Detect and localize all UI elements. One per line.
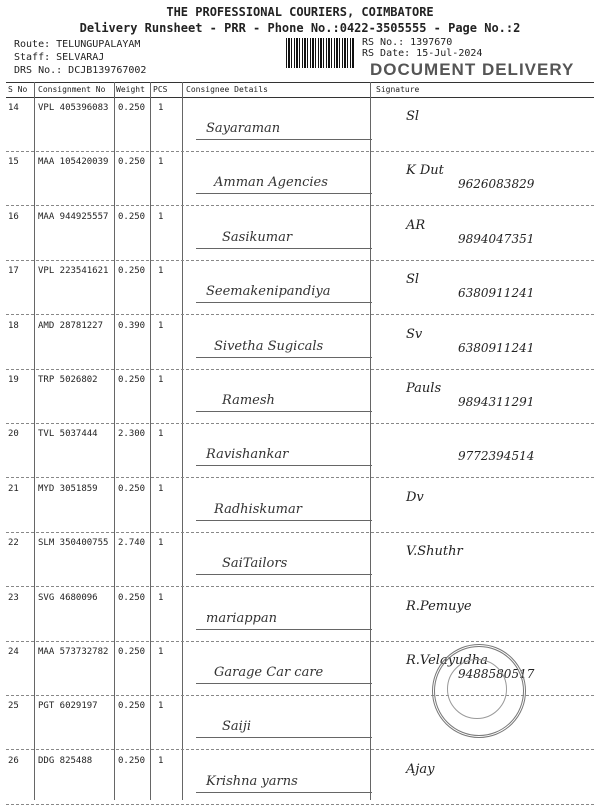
- consignee-underline: [196, 629, 372, 630]
- col-signature: Signature: [376, 85, 420, 94]
- row-pcs: 1: [158, 647, 164, 657]
- consignee-underline: [196, 302, 372, 303]
- col-consignment: Consignment No: [38, 85, 106, 94]
- consignee-underline: [196, 139, 372, 140]
- consignee-underline: [196, 574, 372, 575]
- row-consignment-no: MAA 944925557: [38, 211, 109, 222]
- row-signature: K Dut: [406, 163, 444, 179]
- row-consignee-handwritten: Sasikumar: [222, 229, 293, 245]
- row-consignee-handwritten: Krishna yarns: [206, 773, 298, 789]
- row-weight: 2.740: [118, 538, 146, 549]
- row-pcs: 1: [158, 103, 164, 113]
- row-sno: 16: [8, 211, 19, 222]
- row-pcs: 1: [158, 429, 164, 440]
- row-weight: 0.250: [118, 755, 146, 766]
- consignee-underline: [196, 193, 372, 194]
- table-row: [6, 532, 594, 587]
- row-sno: 19: [8, 375, 19, 385]
- page-title: THE PROFESSIONAL COURIERS, COIMBATORE: [166, 5, 434, 19]
- row-pcs: 1: [158, 375, 164, 385]
- row-consignee-handwritten: Sivetha Sugicals: [214, 338, 324, 354]
- row-phone-handwritten: 9894311291: [458, 395, 535, 409]
- row-signature: AR: [406, 217, 426, 233]
- row-consignee-handwritten: Garage Car care: [214, 665, 324, 680]
- company-seal-inner: [447, 659, 507, 719]
- row-pcs: 1: [158, 483, 164, 494]
- row-sno: 20: [8, 429, 19, 440]
- row-signature: Sl: [406, 109, 420, 124]
- row-consignee-handwritten: Radhiskumar: [214, 501, 302, 517]
- consignee-underline: [196, 357, 372, 358]
- row-sno: 25: [8, 701, 19, 712]
- row-sno: 18: [8, 320, 19, 331]
- row-sno: 24: [8, 647, 19, 657]
- row-pcs: 1: [158, 157, 164, 168]
- row-consignment-no: TVL 5037444: [38, 429, 98, 440]
- row-weight: 0.390: [118, 320, 146, 331]
- row-consignment-no: MAA 573732782: [38, 647, 109, 657]
- row-phone-handwritten: 9894047351: [458, 231, 535, 246]
- row-consignment-no: MAA 105420039: [38, 157, 109, 168]
- table-row: [6, 750, 594, 805]
- table-row: [6, 315, 594, 370]
- row-consignment-no: DDG 825488: [38, 755, 93, 766]
- row-consignment-no: SVG 4680096: [38, 592, 98, 603]
- row-consignment-no: VPL 223541621: [38, 266, 109, 277]
- document-delivery-stamp: DOCUMENT DELIVERY: [370, 60, 575, 79]
- row-weight: 0.250: [118, 592, 146, 603]
- row-phone-handwritten: 9772394514: [458, 449, 535, 464]
- consignee-underline: [196, 737, 372, 738]
- row-sno: 17: [8, 266, 19, 277]
- route-label: Route: TELUNGUPALAYAM: [14, 39, 141, 50]
- row-signature: Sv: [406, 326, 423, 342]
- row-weight: 0.250: [118, 157, 146, 168]
- row-consignee-handwritten: mariappan: [206, 610, 277, 626]
- table-row: [6, 206, 594, 261]
- row-consignee-handwritten: Seemakenipandiya: [206, 284, 331, 300]
- row-signature: Dv: [406, 489, 424, 505]
- row-signature: R.Velayudha: [406, 653, 488, 668]
- row-sno: 14: [8, 103, 19, 113]
- row-consignment-no: MYD 3051859: [38, 483, 98, 494]
- consignee-underline: [196, 248, 372, 249]
- row-phone-handwritten: 6380911241: [458, 286, 535, 301]
- row-phone-handwritten: 9626083829: [458, 177, 535, 192]
- row-pcs: 1: [158, 538, 164, 549]
- row-consignment-no: AMD 28781227: [38, 320, 104, 331]
- row-consignment-no: TRP 5026802: [38, 375, 98, 385]
- row-consignment-no: PGT 6029197: [38, 701, 98, 712]
- row-sno: 22: [8, 538, 19, 549]
- col-consignee: Consignee Details: [186, 85, 268, 94]
- row-signature: V.Shuthr: [406, 544, 463, 560]
- drs-label: DRS No.: DCJB139767002: [14, 65, 147, 76]
- row-weight: 0.250: [118, 375, 146, 385]
- table-row: [6, 587, 594, 642]
- row-phone-handwritten: 6380911241: [458, 340, 535, 355]
- row-pcs: 1: [158, 211, 164, 222]
- col-sno: S No: [8, 85, 28, 94]
- row-pcs: 1: [158, 320, 164, 331]
- row-consignee-handwritten: Sayaraman: [206, 121, 281, 136]
- row-sno: 23: [8, 592, 19, 603]
- row-weight: 0.250: [118, 266, 146, 277]
- row-weight: 0.250: [118, 701, 146, 712]
- row-pcs: 1: [158, 266, 164, 277]
- consignee-underline: [196, 792, 372, 793]
- table-row: [6, 369, 594, 424]
- row-weight: 2.300: [118, 429, 146, 440]
- row-signature: Ajay: [406, 761, 435, 777]
- row-signature: Pauls: [406, 381, 442, 396]
- row-sno: 21: [8, 483, 19, 494]
- table-row: [6, 423, 594, 478]
- row-consignee-handwritten: Ramesh: [222, 393, 275, 408]
- table-header: [6, 82, 594, 98]
- row-pcs: 1: [158, 592, 164, 603]
- table-row: [6, 97, 594, 152]
- consignee-underline: [196, 411, 372, 412]
- row-weight: 0.250: [118, 483, 146, 494]
- row-signature: R.Pemuye: [406, 598, 472, 614]
- row-consignee-handwritten: Ravishankar: [206, 447, 289, 463]
- row-consignment-no: SLM 350400755: [38, 538, 109, 549]
- table-row: [6, 151, 594, 206]
- row-phone-handwritten: 9488580517: [458, 667, 535, 681]
- company-seal: [432, 644, 526, 738]
- row-weight: 0.250: [118, 211, 146, 222]
- runsheet-subtitle: Delivery Runsheet - PRR - Phone No.:0422-3505555 - Page No.:2: [79, 21, 521, 35]
- consignee-underline: [196, 465, 372, 466]
- rs-no-label: RS No.: 1397670: [362, 37, 453, 48]
- row-weight: 0.250: [118, 103, 146, 113]
- consignee-underline: [196, 683, 372, 684]
- table-row: [6, 478, 594, 533]
- row-pcs: 1: [158, 755, 164, 766]
- barcode: [286, 38, 354, 68]
- row-consignment-no: VPL 405396083: [38, 103, 109, 113]
- table-row: [6, 260, 594, 315]
- consignee-underline: [196, 520, 372, 521]
- row-consignee-handwritten: SaiTailors: [222, 556, 288, 572]
- row-consignee-handwritten: Saiji: [222, 719, 252, 735]
- row-weight: 0.250: [118, 647, 146, 657]
- row-sno: 15: [8, 157, 19, 168]
- staff-label: Staff: SELVARAJ: [14, 52, 105, 63]
- rs-date-label: RS Date: 15-Jul-2024: [362, 48, 483, 59]
- row-signature: Sl: [406, 272, 420, 288]
- row-consignee-handwritten: Amman Agencies: [214, 175, 328, 191]
- row-sno: 26: [8, 755, 19, 766]
- col-weight: Weight: [116, 85, 145, 94]
- row-pcs: 1: [158, 701, 164, 712]
- col-pcs: PCS: [153, 85, 168, 94]
